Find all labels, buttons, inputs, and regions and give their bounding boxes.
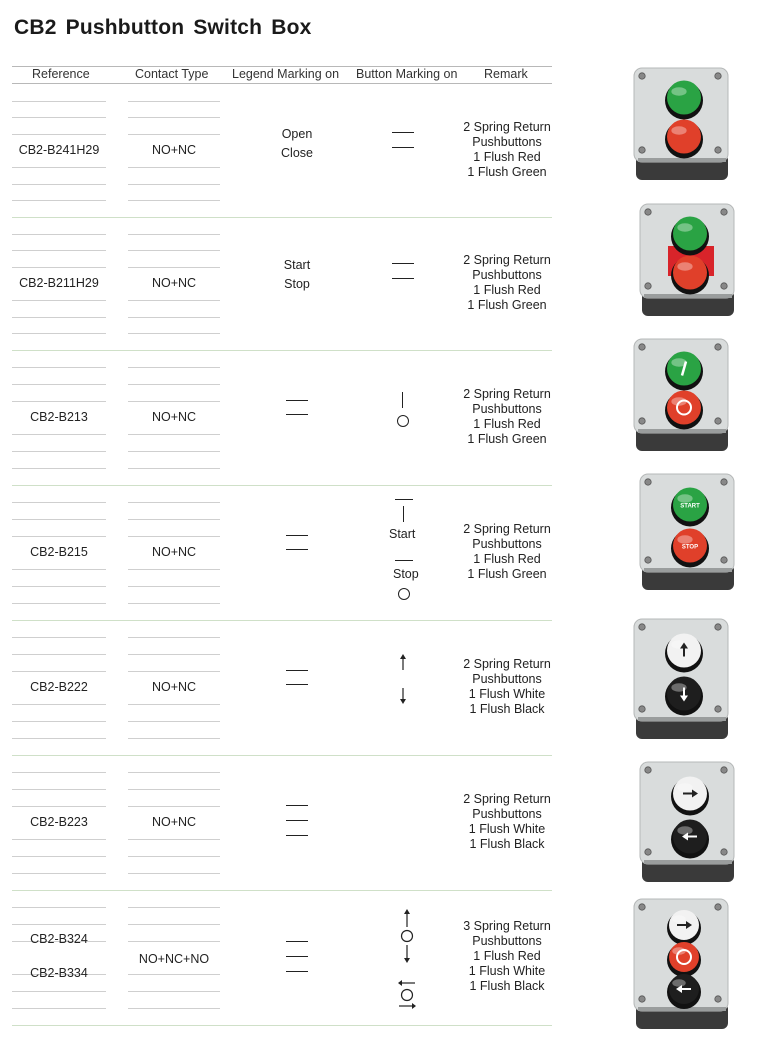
contact-type: NO+NC — [151, 679, 197, 694]
button-arrows-up-down — [396, 652, 410, 708]
remark-line: 2 Spring Return — [463, 791, 551, 806]
remark — [447, 253, 567, 313]
row-rule — [128, 468, 220, 469]
contact-type: NO+NC — [151, 814, 197, 829]
row-rule — [12, 367, 106, 368]
row-rule — [128, 789, 220, 790]
legend-dash — [286, 820, 308, 821]
row-rule — [12, 267, 106, 268]
row-rule — [128, 907, 220, 908]
row-separator — [12, 485, 552, 486]
remark-line: Pushbuttons — [472, 401, 542, 416]
button-dash — [395, 499, 413, 500]
row-rule — [12, 924, 106, 925]
row-rule — [128, 839, 220, 840]
remark-line: 2 Spring Return — [463, 521, 551, 536]
row-rule — [12, 317, 106, 318]
contact-type: NO+NC — [151, 544, 197, 559]
row-rule — [128, 117, 220, 118]
legend-dash — [286, 956, 308, 957]
row-rule — [128, 167, 220, 168]
header-button-marking: Button Marking on — [356, 67, 458, 81]
row-rule — [12, 300, 106, 301]
pushbutton-box-photo — [632, 66, 732, 189]
row-separator — [12, 350, 552, 351]
remark-line: 1 Flush Green — [467, 566, 547, 581]
button-symbol-o — [397, 415, 409, 427]
row-rule — [128, 603, 220, 604]
row-rule — [12, 167, 106, 168]
remark-line: Pushbuttons — [472, 806, 542, 821]
row-rule — [12, 789, 106, 790]
row-rule — [128, 671, 220, 672]
remark-line: 2 Spring Return — [463, 252, 551, 267]
contact-type: NO+NC — [151, 142, 197, 157]
row-rule — [128, 134, 220, 135]
row-rule — [128, 384, 220, 385]
remark — [447, 657, 567, 717]
pushbutton-box-photo — [632, 897, 732, 1038]
legend-dash — [286, 941, 308, 942]
header-bottom-rule — [12, 83, 552, 84]
row-rule — [12, 451, 106, 452]
legend-text-stop: Stop — [284, 277, 310, 291]
row-rule — [12, 772, 106, 773]
row-rule — [128, 184, 220, 185]
reference-code: CB2-B213 — [30, 409, 88, 424]
legend-dash — [286, 400, 308, 401]
header-legend-marking: Legend Marking on — [232, 67, 340, 81]
legend-dash — [286, 549, 308, 550]
row-rule — [12, 200, 106, 201]
reference-code: CB2-B334 — [30, 965, 88, 980]
row-rule — [12, 569, 106, 570]
row-rule — [12, 637, 106, 638]
row-rule — [128, 250, 220, 251]
pushbutton-box-photo — [632, 337, 732, 460]
remark-line: 1 Flush Black — [469, 836, 545, 851]
button-dash — [392, 263, 414, 264]
row-separator — [12, 890, 552, 891]
remark-line: 1 Flush Black — [469, 701, 545, 716]
legend-dash — [286, 805, 308, 806]
row-rule — [12, 704, 106, 705]
row-rule — [128, 367, 220, 368]
row-rule — [128, 772, 220, 773]
reference-code: CB2-B241H29 — [18, 142, 100, 157]
row-rule — [128, 704, 220, 705]
button-dash — [395, 560, 413, 561]
legend-text-open: Open — [281, 127, 313, 141]
remark-line: 1 Flush White — [468, 821, 546, 836]
remark-line: Pushbuttons — [472, 671, 542, 686]
row-rule — [128, 856, 220, 857]
remark-line: 1 Flush White — [468, 686, 546, 701]
remark-line: 1 Flush Black — [469, 979, 545, 993]
row-rule — [12, 654, 106, 655]
row-rule — [12, 1008, 106, 1009]
row-rule — [128, 300, 220, 301]
page-title: CB2 Pushbutton Switch Box — [14, 16, 312, 39]
remark-line: 1 Flush Red — [473, 416, 541, 431]
remark-line: Pushbuttons — [472, 536, 542, 551]
reference-code: CB2-B211H29 — [19, 275, 99, 290]
button-symbol-o — [398, 588, 410, 600]
row-rule — [128, 586, 220, 587]
row-rule — [128, 267, 220, 268]
svg-text:STOP: STOP — [681, 544, 699, 551]
remark-line: 2 Spring Return — [463, 119, 551, 134]
button-symbol-i — [402, 392, 403, 408]
legend-dash — [286, 535, 308, 536]
row-rule — [128, 401, 220, 402]
row-rule — [12, 134, 106, 135]
remark-line: Pushbuttons — [472, 134, 542, 149]
contact-type: NO+NC+NO — [138, 951, 210, 966]
row-rule — [12, 603, 106, 604]
row-rule — [128, 333, 220, 334]
row-rule — [128, 721, 220, 722]
row-rule — [12, 586, 106, 587]
row-rule — [12, 738, 106, 739]
row-rule — [12, 401, 106, 402]
row-separator — [12, 217, 552, 218]
svg-text:START: START — [680, 503, 700, 510]
button-text-start: Start — [389, 527, 416, 541]
row-rule — [12, 468, 106, 469]
legend-dash — [286, 414, 308, 415]
row-rule — [12, 434, 106, 435]
row-rule — [12, 839, 106, 840]
row-rule — [12, 671, 106, 672]
header-remark: Remark — [484, 67, 528, 81]
button-dash — [392, 278, 414, 279]
row-rule — [128, 806, 220, 807]
pushbutton-box-photo — [632, 617, 732, 748]
row-rule — [12, 991, 106, 992]
remark-line: 1 Flush Red — [473, 551, 541, 566]
row-rule — [128, 519, 220, 520]
row-rule — [12, 502, 106, 503]
remark-line: 2 Spring Return — [463, 386, 551, 401]
header-reference: Reference — [32, 67, 90, 81]
remark-line: Pushbuttons — [472, 934, 542, 948]
remark-line: 1 Flush White — [468, 964, 546, 978]
row-rule — [12, 184, 106, 185]
button-dash — [392, 147, 414, 148]
contact-type: NO+NC — [151, 275, 197, 290]
legend-dash — [286, 684, 308, 685]
row-rule — [128, 536, 220, 537]
row-separator — [12, 1025, 552, 1026]
remark-line: Pushbuttons — [472, 267, 542, 282]
row-rule — [128, 200, 220, 201]
remark-line: 3 Spring Return — [463, 919, 551, 933]
legend-dash — [286, 971, 308, 972]
pushbutton-box-photo — [638, 202, 738, 325]
row-rule — [128, 873, 220, 874]
remark-line: 1 Flush Green — [467, 297, 547, 312]
remark — [447, 120, 567, 180]
row-rule — [12, 873, 106, 874]
reference-code: CB2-B222 — [30, 679, 88, 694]
legend-dash — [286, 835, 308, 836]
contact-type: NO+NC — [151, 409, 197, 424]
remark-line: 1 Flush Red — [473, 282, 541, 297]
button-text-stop: Stop — [393, 567, 419, 581]
row-rule — [128, 974, 220, 975]
button-symbols-three — [396, 907, 420, 1011]
row-rule — [128, 991, 220, 992]
row-rule — [128, 924, 220, 925]
reference-code: CB2-B215 — [30, 544, 88, 559]
pushbutton-box-photo — [638, 472, 738, 599]
row-rule — [12, 536, 106, 537]
remark — [447, 522, 567, 582]
row-rule — [128, 234, 220, 235]
legend-dash — [286, 670, 308, 671]
row-separator — [12, 620, 552, 621]
row-rule — [12, 234, 106, 235]
row-rule — [12, 519, 106, 520]
row-rule — [12, 806, 106, 807]
row-rule — [12, 101, 106, 102]
row-rule — [12, 721, 106, 722]
button-symbol-i — [403, 506, 404, 522]
row-rule — [128, 738, 220, 739]
remark — [447, 919, 567, 994]
row-rule — [128, 101, 220, 102]
row-rule — [128, 1008, 220, 1009]
row-separator — [12, 755, 552, 756]
remark-line: 1 Flush Green — [467, 164, 547, 179]
header-contact-type: Contact Type — [135, 67, 209, 81]
remark — [447, 387, 567, 447]
row-rule — [12, 907, 106, 908]
row-rule — [128, 637, 220, 638]
pushbutton-box-photo — [638, 760, 738, 891]
button-dash — [392, 132, 414, 133]
row-rule — [128, 434, 220, 435]
row-rule — [128, 654, 220, 655]
row-rule — [128, 502, 220, 503]
row-rule — [12, 250, 106, 251]
row-rule — [12, 384, 106, 385]
remark-line: 1 Flush Red — [473, 949, 541, 963]
reference-code: CB2-B324 — [30, 931, 88, 946]
remark-line: 1 Flush Red — [473, 149, 541, 164]
row-rule — [12, 333, 106, 334]
legend-text-close: Close — [281, 146, 313, 160]
remark-line: 1 Flush Green — [467, 431, 547, 446]
reference-code: CB2-B223 — [30, 814, 88, 829]
row-rule — [128, 569, 220, 570]
remark — [447, 792, 567, 852]
row-rule — [12, 117, 106, 118]
legend-text-start: Start — [283, 258, 311, 272]
row-rule — [128, 451, 220, 452]
row-rule — [128, 317, 220, 318]
row-rule — [12, 856, 106, 857]
row-rule — [128, 941, 220, 942]
remark-line: 2 Spring Return — [463, 656, 551, 671]
